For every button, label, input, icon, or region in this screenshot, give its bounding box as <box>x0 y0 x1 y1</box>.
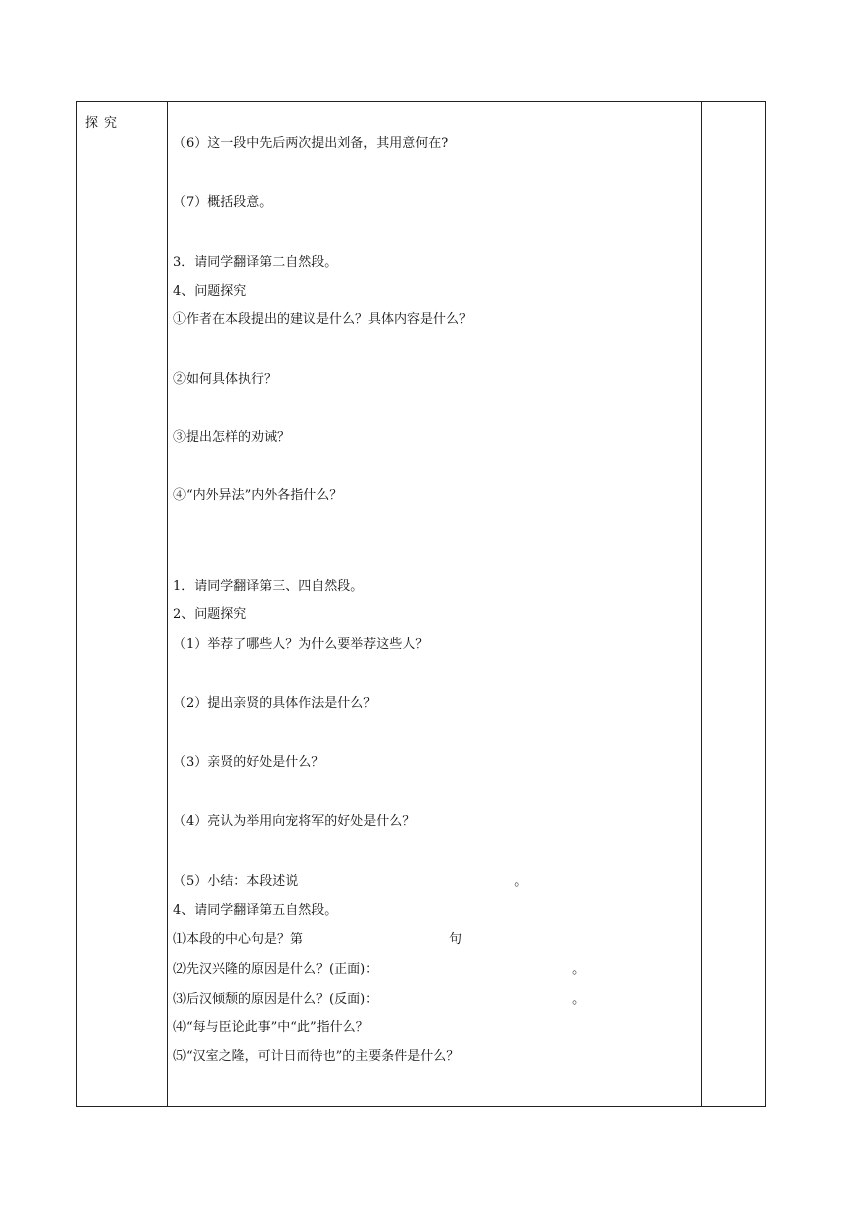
question-text: （5）小结：本段述说 <box>173 874 299 889</box>
question-line: ⑷“每与臣论此事”中“此”指什么？ <box>173 1020 369 1035</box>
question-line: ②如何具体执行？ <box>173 372 278 387</box>
fill-in-line <box>173 932 462 948</box>
column-divider <box>167 102 168 1106</box>
section-label: 探究 <box>85 116 124 131</box>
question-line: 4、问题探究 <box>173 284 247 299</box>
line-tail: 句 <box>449 932 463 947</box>
question-line: （3）亲贤的好处是什么？ <box>173 755 325 770</box>
fill-in-line <box>173 962 585 978</box>
fill-in-line <box>173 992 585 1008</box>
question-line: （1）举荐了哪些人？为什么要举荐这些人？ <box>173 637 429 652</box>
question-line: ①作者在本段提出的建议是什么？具体内容是什么？ <box>173 312 473 327</box>
question-text: ⑴本段的中心句是？第 <box>173 932 304 947</box>
question-line: 2、问题探究 <box>173 607 247 622</box>
column-divider <box>701 102 702 1106</box>
line-tail: 。 <box>572 992 586 1007</box>
question-line: 1．请同学翻译第三、四自然段。 <box>173 579 364 594</box>
question-line: （7）概括段意。 <box>173 195 273 210</box>
fill-in-line <box>173 874 527 890</box>
line-tail: 。 <box>572 962 586 977</box>
line-tail: 。 <box>514 874 528 889</box>
question-text: ⑶后汉倾颓的原因是什么？(反面)： <box>173 992 379 1007</box>
question-line: ⑸“汉室之隆，可计日而待也”的主要条件是什么？ <box>173 1049 460 1064</box>
question-text: ⑵先汉兴隆的原因是什么？(正面)： <box>173 962 379 977</box>
worksheet-table <box>76 101 766 1107</box>
question-line: 4、请同学翻译第五自然段。 <box>173 903 338 918</box>
question-line: （6）这一段中先后两次提出刘备，其用意何在? <box>173 136 449 151</box>
question-line: ④“内外异法”内外各指什么？ <box>173 488 343 503</box>
question-line: （2）提出亲贤的具体作法是什么？ <box>173 696 377 711</box>
question-line: （4）亮认为举用向宠将军的好处是什么？ <box>173 814 416 829</box>
question-line: 3．请同学翻译第二自然段。 <box>173 255 338 270</box>
question-line: ③提出怎样的劝诫？ <box>173 430 291 445</box>
